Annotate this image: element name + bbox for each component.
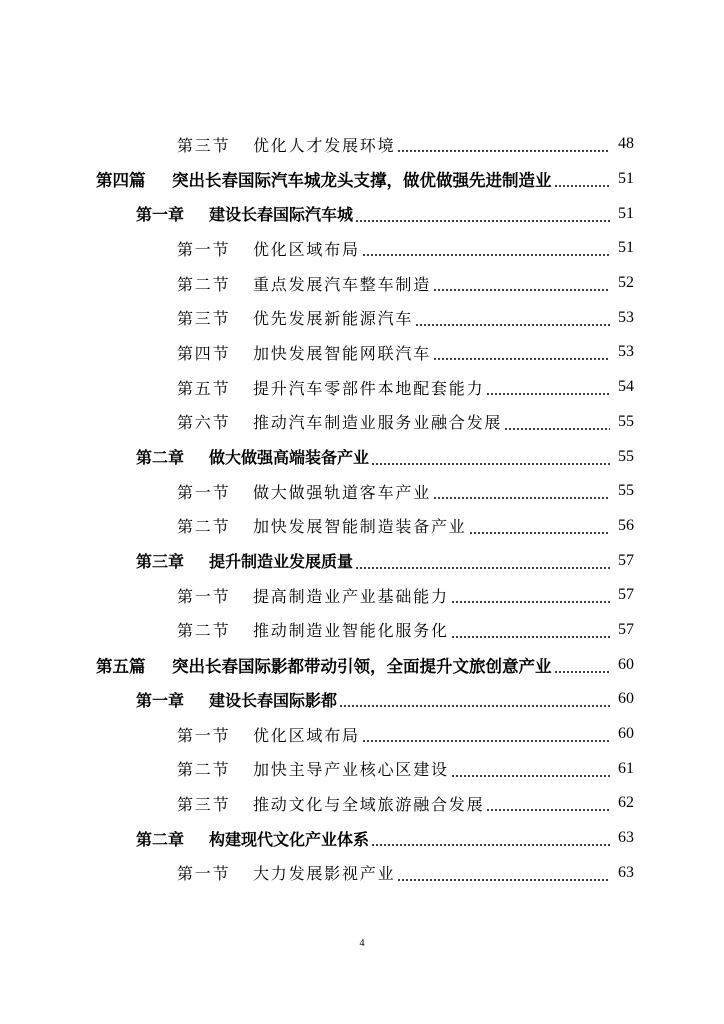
dot-leader — [339, 705, 610, 707]
toc-entry-label — [177, 410, 502, 433]
toc-entry-title: 推动制造业智能化服务化 — [253, 621, 449, 641]
toc-page-number: 60 — [618, 725, 634, 743]
toc-entry-section[interactable] — [0, 266, 724, 301]
toc-page-number: 51 — [618, 204, 634, 222]
toc-entry-section[interactable] — [0, 717, 724, 752]
toc-page-number: 60 — [618, 690, 634, 708]
dot-leader — [433, 497, 610, 499]
toc-entry-label — [177, 792, 484, 815]
toc-entry-title: 优化区域布局 — [253, 725, 360, 745]
toc-page-number: 61 — [618, 759, 634, 777]
toc-page-number: 51 — [618, 239, 634, 257]
toc-entry-number: 第一节 — [177, 864, 231, 884]
toc-entry-number: 第三节 — [177, 794, 231, 814]
dot-leader — [469, 532, 610, 534]
toc-page-number: 52 — [618, 274, 634, 292]
toc-entry-number: 第一章 — [136, 205, 185, 225]
dot-leader — [362, 254, 610, 256]
toc-entry-number: 第一节 — [177, 725, 231, 745]
dot-leader — [397, 879, 610, 881]
toc-page-number: 55 — [618, 482, 634, 500]
toc-entry-title: 推动文化与全域旅游融合发展 — [253, 794, 485, 814]
toc-entry-number: 第三节 — [177, 135, 231, 155]
toc-entry-label — [136, 549, 353, 572]
toc-entry-label — [177, 341, 431, 364]
toc-entry-number: 第二节 — [177, 517, 231, 537]
toc-page-number: 60 — [618, 655, 634, 673]
dot-leader — [451, 775, 610, 777]
dot-leader — [554, 671, 611, 673]
toc-entry-number: 第一节 — [177, 482, 231, 502]
toc-entry-title: 构建现代文化产业体系 — [209, 829, 370, 849]
toc-entry-number: 第二节 — [177, 760, 231, 780]
dot-leader — [504, 428, 610, 430]
toc-entry-title: 突出长春国际影都带动引领，全面提升文旅创意产业 — [172, 656, 552, 676]
toc-page-number: 55 — [618, 447, 634, 465]
toc-entry-label — [136, 688, 337, 711]
toc-entry-label — [177, 723, 360, 746]
table-of-contents — [0, 127, 724, 890]
toc-entry-label — [177, 618, 449, 641]
toc-entry-title: 加快发展智能网联汽车 — [253, 343, 432, 363]
toc-entry-part[interactable] — [0, 162, 724, 197]
dot-leader — [397, 150, 610, 152]
toc-page-number: 62 — [618, 794, 634, 812]
toc-page-number: 48 — [618, 135, 634, 153]
toc-entry-number: 第四节 — [177, 343, 231, 363]
dot-leader — [486, 809, 610, 811]
toc-entry-label — [96, 167, 552, 191]
toc-entry-title: 提升汽车零部件本地配套能力 — [253, 378, 485, 398]
toc-entry-number: 第一节 — [177, 586, 231, 606]
toc-entry-section[interactable] — [0, 786, 724, 821]
toc-entry-label — [177, 584, 449, 607]
toc-entry-number: 第一节 — [177, 239, 231, 259]
toc-entry-label — [136, 445, 369, 468]
toc-page-number: 55 — [618, 412, 634, 430]
dot-leader — [451, 636, 610, 638]
toc-entry-title: 加快发展智能制造装备产业 — [253, 517, 467, 537]
toc-entry-section[interactable] — [0, 751, 724, 786]
toc-entry-section[interactable] — [0, 127, 724, 162]
toc-entry-title: 大力发展影视产业 — [253, 864, 396, 884]
toc-entry-title: 提高制造业产业基础能力 — [253, 586, 449, 606]
toc-entry-title: 优先发展新能源汽车 — [253, 309, 414, 329]
toc-page-number: 53 — [618, 308, 634, 326]
toc-entry-title: 提升制造业发展质量 — [209, 552, 354, 572]
dot-leader — [433, 289, 610, 291]
toc-entry-section[interactable] — [0, 231, 724, 266]
toc-entry-chapter[interactable] — [0, 196, 724, 231]
toc-entry-title: 优化区域布局 — [253, 239, 360, 259]
dot-leader — [355, 220, 610, 222]
toc-entry-number: 第一章 — [136, 690, 185, 710]
toc-entry-label — [177, 133, 395, 156]
toc-entry-section[interactable] — [0, 474, 724, 509]
toc-entry-number: 第二节 — [177, 274, 231, 294]
toc-page-number: 54 — [618, 378, 634, 396]
toc-entry-label — [177, 272, 431, 295]
toc-entry-title: 做大做强轨道客车产业 — [253, 482, 432, 502]
toc-entry-chapter[interactable] — [0, 682, 724, 717]
toc-entry-title: 做大做强高端装备产业 — [209, 448, 370, 468]
dot-leader — [371, 844, 610, 846]
dot-leader — [554, 185, 611, 187]
toc-entry-title: 加快主导产业核心区建设 — [253, 760, 449, 780]
toc-entry-number: 第三章 — [136, 552, 185, 572]
toc-entry-label — [177, 306, 413, 329]
toc-entry-title: 重点发展汽车整车制造 — [253, 274, 432, 294]
toc-entry-section[interactable] — [0, 335, 724, 370]
toc-entry-label — [96, 653, 552, 677]
toc-entry-section[interactable] — [0, 855, 724, 890]
toc-entry-label — [177, 757, 449, 780]
page-number: 4 — [359, 938, 365, 949]
toc-entry-section[interactable] — [0, 405, 724, 440]
toc-page-number: 57 — [618, 551, 634, 569]
toc-entry-label — [177, 237, 360, 260]
toc-entry-number: 第四篇 — [96, 171, 146, 191]
toc-entry-part[interactable] — [0, 647, 724, 682]
dot-leader — [451, 601, 610, 603]
toc-entry-title: 优化人才发展环境 — [253, 135, 396, 155]
toc-entry-chapter[interactable] — [0, 543, 724, 578]
toc-page-number: 57 — [618, 620, 634, 638]
toc-entry-chapter[interactable] — [0, 439, 724, 474]
toc-page-number: 63 — [618, 829, 634, 847]
toc-entry-label — [177, 480, 431, 503]
toc-entry-title: 突出长春国际汽车城龙头支撑，做优做强先进制造业 — [172, 171, 552, 191]
dot-leader — [486, 393, 610, 395]
toc-entry-section[interactable] — [0, 578, 724, 613]
toc-page-number: 51 — [618, 170, 634, 188]
toc-entry-label — [177, 376, 484, 399]
toc-page-number: 57 — [618, 586, 634, 604]
toc-entry-section[interactable] — [0, 300, 724, 335]
dot-leader — [371, 463, 610, 465]
toc-entry-label — [177, 861, 395, 884]
toc-page-number: 56 — [618, 516, 634, 534]
dot-leader — [433, 358, 610, 360]
toc-page-number: 53 — [618, 343, 634, 361]
toc-entry-title: 建设长春国际影都 — [209, 690, 338, 710]
toc-entry-number: 第三节 — [177, 309, 231, 329]
toc-entry-chapter[interactable] — [0, 821, 724, 856]
dot-leader — [355, 567, 610, 569]
toc-page-number: 63 — [618, 863, 634, 881]
toc-entry-number: 第二章 — [136, 448, 185, 468]
toc-entry-number: 第二章 — [136, 829, 185, 849]
toc-entry-section[interactable] — [0, 613, 724, 648]
toc-entry-label — [136, 202, 353, 225]
toc-entry-title: 推动汽车制造业服务业融合发展 — [253, 413, 503, 433]
toc-entry-section[interactable] — [0, 370, 724, 405]
dot-leader — [415, 324, 610, 326]
toc-entry-title: 建设长春国际汽车城 — [209, 205, 354, 225]
toc-entry-number: 第五节 — [177, 378, 231, 398]
toc-entry-label — [136, 827, 369, 850]
toc-entry-section[interactable] — [0, 509, 724, 544]
toc-entry-label — [177, 514, 467, 537]
toc-entry-number: 第二节 — [177, 621, 231, 641]
dot-leader — [362, 740, 610, 742]
toc-entry-number: 第六节 — [177, 413, 231, 433]
toc-entry-number: 第五篇 — [96, 656, 146, 676]
